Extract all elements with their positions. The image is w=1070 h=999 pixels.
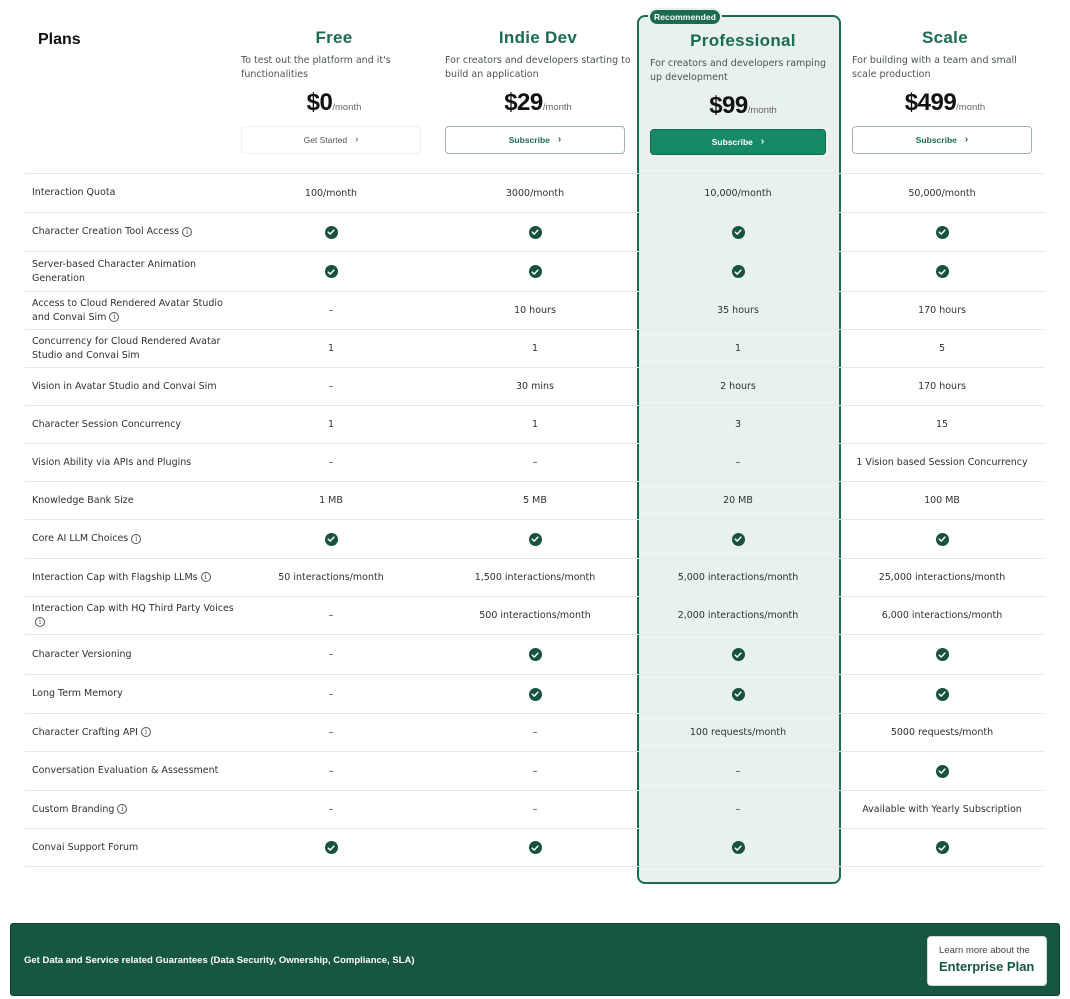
plan-cell (638, 559, 838, 596)
checkmark-icon (325, 841, 338, 854)
recommended-badge: Recommended (648, 8, 722, 26)
info-icon[interactable]: i (117, 804, 127, 814)
plan-cell (231, 791, 431, 828)
plan-description: For building with a team and small scale production (852, 55, 1017, 80)
plan-cell (842, 675, 1042, 713)
checkmark-icon (936, 648, 949, 661)
feature-text: Interaction Cap with HQ Third Party Voices (32, 603, 234, 614)
table-row (25, 173, 1044, 212)
feature-text: Server-based Character Animation Generation (32, 259, 197, 284)
plan-cell (842, 791, 1042, 828)
cell-value: 1 Vision based Session Concurrency (856, 457, 1028, 468)
table-row (25, 212, 1044, 251)
plan-cell (231, 406, 431, 443)
cell-value: 50,000/month (908, 187, 976, 199)
plan-name: Professional (690, 31, 796, 50)
plan-cell (435, 252, 635, 291)
cell-value: – (328, 381, 334, 392)
plan-professional (650, 31, 836, 155)
cell-value: 35 hours (717, 305, 759, 316)
table-row (25, 751, 1044, 790)
cell-value: 2,000 interactions/month (677, 610, 799, 621)
checkmark-icon (529, 226, 542, 239)
cell-value: 1 (531, 419, 539, 430)
table-row (25, 329, 1044, 367)
plan-cell (231, 675, 431, 713)
info-icon[interactable]: i (109, 312, 119, 322)
plan-cell (435, 597, 635, 634)
plan-scale (852, 28, 1038, 154)
plan-cell (435, 292, 635, 329)
plan-cell (638, 368, 838, 405)
get-started-button[interactable] (241, 126, 421, 154)
plan-cell (842, 829, 1042, 866)
plan-cell (435, 520, 635, 558)
plan-cell (842, 597, 1042, 634)
cell-value: 25,000 interactions/month (878, 572, 1006, 583)
checkmark-icon (529, 265, 542, 278)
plan-cell (638, 444, 838, 481)
enterprise-button-title: Enterprise Plan (939, 959, 1035, 974)
plan-cell (231, 252, 431, 291)
table-row (25, 596, 1044, 634)
checkmark-icon (732, 533, 745, 546)
plan-name: Indie Dev (498, 28, 578, 47)
plan-cell (231, 714, 431, 751)
plan-cell (435, 675, 635, 713)
cell-value: – (328, 305, 334, 316)
plan-price (650, 92, 836, 120)
feature-label (25, 602, 237, 629)
feature-text: Interaction Quota (32, 187, 116, 199)
feature-text: Character Crafting API (32, 726, 138, 738)
checkmark-icon (529, 533, 542, 546)
table-row (25, 481, 1044, 519)
plan-cell (638, 597, 838, 634)
cell-value: – (735, 804, 741, 815)
price-period: /month (956, 102, 986, 113)
subscribe-scale-button[interactable] (852, 126, 1032, 154)
plan-price (852, 89, 1038, 117)
cell-value: – (735, 457, 741, 468)
cell-value: – (532, 457, 538, 468)
checkmark-icon (732, 688, 745, 701)
plan-cell (231, 635, 431, 674)
plan-cell (435, 714, 635, 751)
plan-cell (842, 559, 1042, 596)
info-icon[interactable]: i (182, 227, 192, 237)
feature-text: Character Creation Tool Access (32, 226, 180, 238)
checkmark-icon (732, 648, 745, 661)
plan-cell (842, 213, 1042, 251)
plan-cell (842, 714, 1042, 751)
plan-cell (842, 444, 1042, 481)
plan-cell (231, 752, 431, 790)
plan-cell (435, 444, 635, 481)
plan-cell (638, 174, 838, 212)
plan-indie-dev (445, 28, 631, 154)
enterprise-banner (10, 923, 1060, 996)
feature-text: Knowledge Bank Size (32, 494, 134, 506)
feature-label (25, 494, 237, 508)
checkmark-icon (732, 841, 745, 854)
cell-value: – (328, 610, 334, 621)
plan-cell (638, 406, 838, 443)
cell-value: – (532, 804, 538, 815)
banner-text: Get Data and Service related Guarantees (Data Security, Ownership, Compliance, SLA) (24, 955, 415, 966)
table-row (25, 558, 1044, 596)
checkmark-icon (936, 533, 949, 546)
checkmark-icon (732, 265, 745, 278)
plan-cell (842, 368, 1042, 405)
cell-value: 50 interactions/month (278, 572, 384, 583)
checkmark-icon (529, 841, 542, 854)
chevron-right-icon: › (964, 134, 969, 145)
plan-cell (435, 829, 635, 866)
table-row (25, 790, 1044, 828)
plan-cell (638, 791, 838, 828)
price-period: /month (332, 102, 362, 113)
cell-value: 30 mins (516, 381, 554, 392)
plan-cell (435, 482, 635, 519)
plan-cell (638, 675, 838, 713)
plan-cell (435, 330, 635, 367)
feature-text: Character Session Concurrency (32, 418, 182, 430)
plan-name: Scale (922, 28, 968, 47)
checkmark-icon (529, 688, 542, 701)
plan-cell (435, 174, 635, 212)
cell-value: 3 (734, 419, 742, 430)
feature-label (25, 225, 237, 239)
feature-text: Convai Support Forum (32, 841, 139, 853)
cell-value: – (328, 804, 334, 815)
plan-cell (435, 752, 635, 790)
cell-value: 10,000/month (704, 187, 772, 199)
feature-label (25, 297, 237, 324)
feature-text: Vision Ability via APIs and Plugins (32, 456, 192, 468)
cell-value: – (328, 457, 334, 468)
plan-cell (231, 520, 431, 558)
table-row (25, 519, 1044, 558)
feature-label (25, 258, 237, 285)
button-label: Subscribe (711, 137, 753, 147)
cell-value: 1 (327, 343, 335, 354)
cell-value: 5,000 interactions/month (677, 572, 799, 583)
checkmark-icon (732, 226, 745, 239)
feature-text: Interaction Cap with Flagship LLMs (32, 571, 198, 583)
checkmark-icon (325, 265, 338, 278)
cell-value: 5000 requests/month (890, 727, 994, 738)
plan-free (241, 28, 427, 154)
cell-value: – (735, 765, 741, 777)
price-amount: $499 (904, 89, 957, 116)
checkmark-icon (325, 533, 338, 546)
checkmark-icon (936, 765, 949, 778)
info-icon[interactable]: i (141, 727, 151, 737)
feature-label (25, 803, 237, 817)
cell-value: – (532, 765, 538, 777)
plan-cell (231, 213, 431, 251)
feature-label (25, 456, 237, 470)
feature-label (25, 571, 237, 585)
table-row (25, 291, 1044, 329)
plan-cell (638, 752, 838, 790)
plan-cell (435, 368, 635, 405)
cell-value: 20 MB (723, 495, 753, 506)
feature-label (25, 186, 237, 200)
cell-value: 1,500 interactions/month (474, 572, 596, 583)
plan-cell (638, 520, 838, 558)
plan-cell (842, 174, 1042, 212)
cell-value: 100 requests/month (689, 727, 787, 738)
price-amount: $29 (504, 89, 543, 116)
plan-cell (638, 330, 838, 367)
table-row (25, 405, 1044, 443)
plan-cell (231, 559, 431, 596)
plan-cell (231, 292, 431, 329)
price-period: /month (747, 105, 777, 116)
table-row (25, 713, 1044, 751)
cell-value: 6,000 interactions/month (881, 610, 1003, 621)
feature-label (25, 335, 237, 362)
plan-cell (638, 292, 838, 329)
table-row (25, 828, 1044, 867)
feature-comparison-table (25, 173, 1044, 867)
feature-label (25, 841, 237, 855)
plan-price (241, 89, 427, 117)
plan-cell (638, 829, 838, 866)
cell-value: – (328, 727, 334, 738)
cell-value: 100/month (304, 187, 358, 199)
feature-label (25, 764, 237, 778)
info-icon[interactable]: i (35, 617, 45, 627)
feature-label (25, 532, 237, 546)
plan-cell (842, 406, 1042, 443)
plan-cell (842, 482, 1042, 519)
plan-cell (435, 559, 635, 596)
checkmark-icon (325, 226, 338, 239)
feature-text: Core AI LLM Choices (32, 533, 129, 545)
cell-value: 100 MB (924, 495, 960, 506)
price-amount: $0 (306, 89, 333, 116)
cell-value: 1 (531, 343, 539, 354)
price-period: /month (542, 102, 572, 113)
feature-label (25, 380, 237, 394)
checkmark-icon (936, 265, 949, 278)
plan-cell (638, 482, 838, 519)
plan-cell (231, 829, 431, 866)
plan-cell (842, 752, 1042, 790)
plan-cell (435, 213, 635, 251)
cell-value: – (532, 727, 538, 738)
info-icon[interactable]: i (131, 534, 141, 544)
subscribe-professional-button[interactable] (650, 129, 826, 155)
cell-value: – (328, 765, 334, 777)
cell-value: 170 hours (918, 381, 966, 392)
feature-label (25, 418, 237, 432)
plan-cell (231, 368, 431, 405)
button-label: Subscribe (915, 135, 957, 145)
plan-cell (842, 520, 1042, 558)
feature-text: Access to Cloud Rendered Avatar Studio and Convai Sim (32, 298, 223, 323)
button-label: Get Started (303, 135, 348, 145)
plan-cell (435, 791, 635, 828)
cell-value: Available with Yearly Subscription (862, 804, 1022, 815)
checkmark-icon (936, 841, 949, 854)
table-row (25, 443, 1044, 481)
checkmark-icon (936, 688, 949, 701)
checkmark-icon (529, 648, 542, 661)
plan-cell (842, 635, 1042, 674)
plan-cell (231, 597, 431, 634)
cell-value: 5 (938, 343, 946, 354)
plan-description: To test out the platform and it's functionalities (241, 55, 391, 80)
plan-cell (638, 635, 838, 674)
plans-heading: Plans (38, 31, 81, 48)
price-amount: $99 (709, 92, 748, 119)
table-row (25, 251, 1044, 291)
table-row (25, 674, 1044, 713)
plan-cell (842, 252, 1042, 291)
feature-text: Long Term Memory (32, 688, 123, 700)
plan-cell (638, 213, 838, 251)
cell-value: 5 MB (523, 495, 547, 506)
chevron-right-icon: › (355, 134, 359, 145)
plan-cell (638, 252, 838, 291)
plan-description: For creators and developers starting to build an application (445, 55, 631, 80)
plan-cell (231, 174, 431, 212)
cell-value: 500 interactions/month (479, 610, 591, 621)
cell-value: 3000/month (505, 187, 565, 199)
feature-label (25, 726, 237, 740)
plan-cell (231, 330, 431, 367)
plan-cell (231, 444, 431, 481)
plan-cell (435, 406, 635, 443)
plan-name: Free (315, 28, 353, 47)
plan-cell (842, 330, 1042, 367)
info-icon[interactable]: i (201, 572, 211, 582)
feature-text: Character Versioning (32, 648, 132, 660)
plan-cell (231, 482, 431, 519)
cell-value: 1 (327, 419, 335, 430)
plan-cell (435, 635, 635, 674)
cell-value: 15 (935, 419, 949, 430)
feature-text: Custom Branding (32, 803, 115, 815)
feature-text: Concurrency for Cloud Rendered Avatar Studio and Convai Sim (32, 336, 221, 361)
subscribe-indie-button[interactable] (445, 126, 625, 154)
button-label: Subscribe (508, 135, 550, 145)
cell-value: 1 MB (319, 495, 343, 506)
plan-cell (842, 292, 1042, 329)
enterprise-button-subtext: Learn more about the (939, 945, 1030, 956)
plan-cell (638, 714, 838, 751)
feature-label (25, 687, 237, 701)
cell-value: – (328, 688, 334, 700)
cell-value: 2 hours (720, 381, 756, 392)
enterprise-plan-button[interactable] (927, 936, 1047, 986)
table-row (25, 634, 1044, 674)
table-row (25, 367, 1044, 405)
chevron-right-icon: › (760, 136, 765, 147)
plan-description: For creators and developers ramping up development (650, 58, 827, 83)
plan-price (445, 89, 631, 117)
chevron-right-icon: › (557, 134, 562, 145)
cell-value: – (328, 649, 334, 660)
feature-label (25, 648, 237, 662)
checkmark-icon (936, 226, 949, 239)
cell-value: 1 (734, 343, 742, 354)
feature-text: Conversation Evaluation & Assessment (32, 765, 219, 777)
cell-value: 10 hours (514, 305, 556, 316)
feature-text: Vision in Avatar Studio and Convai Sim (32, 380, 217, 392)
cell-value: 170 hours (918, 305, 966, 316)
